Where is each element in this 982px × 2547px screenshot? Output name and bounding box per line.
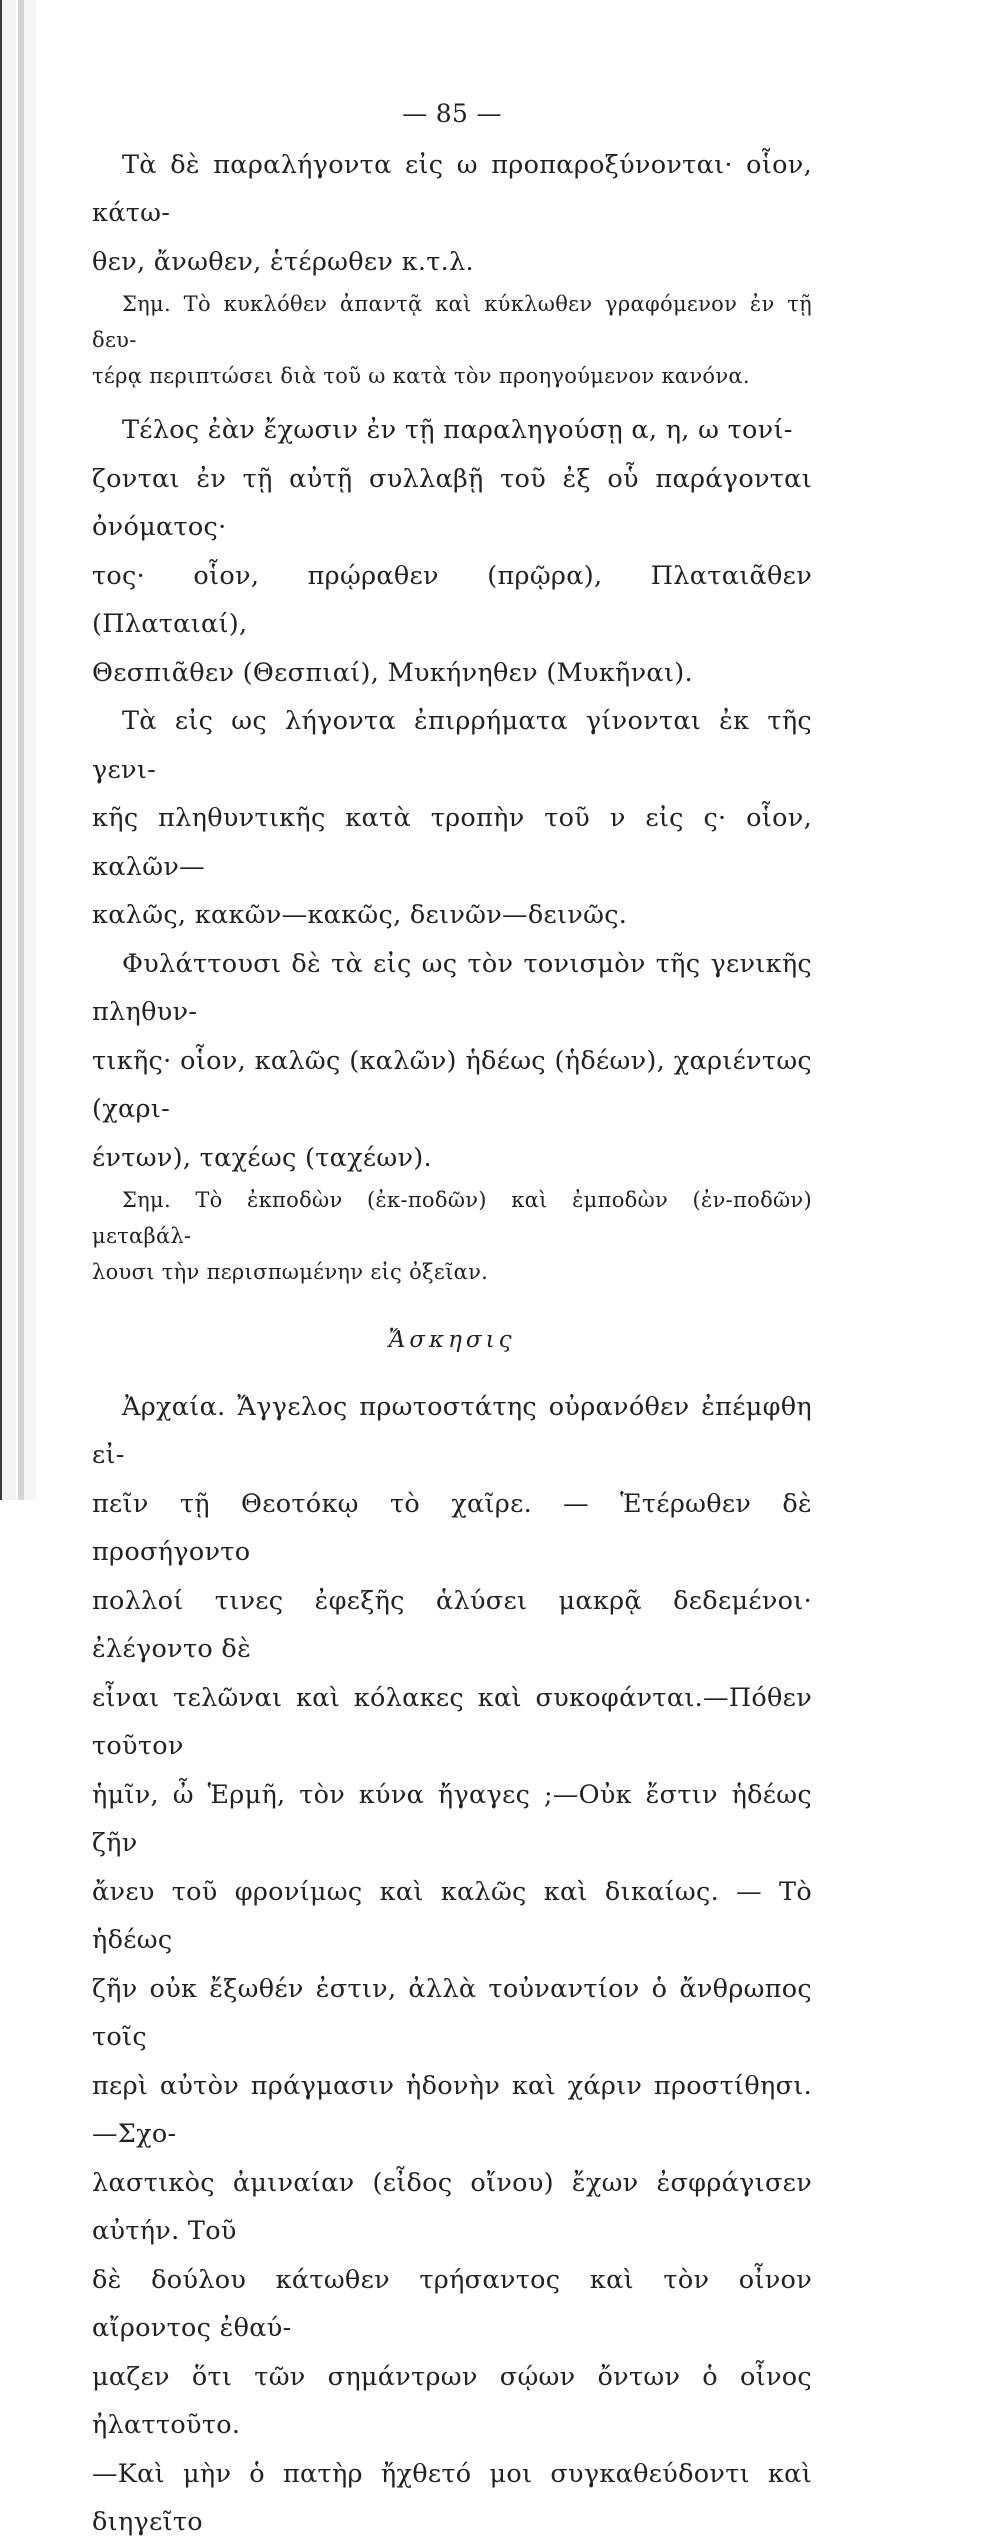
paragraph-line: τος· οἷον, πρῴραθεν (πρῷρα), Πλαταιᾶθεν (Πλαταιαί), <box>92 560 812 639</box>
paragraph-line: ἡμῖν, ὦ Ἑρμῆ, τὸν κύνα ἤγαγες ;—Οὐκ ἔστιν ἡδέως ζῆν <box>92 1779 812 1858</box>
paragraph-line: μαζεν ὅτι τῶν σημάντρων σῴων ὄντων ὁ οἶνος ἠλαττοῦτο. <box>92 2361 812 2440</box>
book-gutter <box>0 0 36 1500</box>
paragraph-line: ζῆν οὐκ ἔξωθέν ἐστιν, ἀλλὰ τοὐναντίον ὁ ἄνθρωπος τοῖς <box>92 1973 812 2052</box>
paragraph-line: καλῶς, κακῶν—κακῶς, δεινῶν—δεινῶς. <box>92 900 628 930</box>
paragraph-line: έντων), ταχέως (ταχέων). <box>92 1142 432 1173</box>
paragraph-line: ζονται ἐν τῇ αὐτῇ συλλαβῇ τοῦ ἐξ οὗ παράγονται ὀνόματος· <box>92 463 812 542</box>
note-line: Σημ. Τὸ ἐκποδὼν (ἐκ-ποδῶν) καὶ ἐμποδὼν (ἐν-ποδῶν) μεταβάλ- <box>92 1188 812 1248</box>
paragraph-line: Τέλος ἐὰν ἔχωσιν ἐν τῇ παραληγούσῃ α, η, ω τονί- <box>122 415 793 445</box>
paragraph-line: τικῆς· οἷον, καλῶς (καλῶν) ἡδέως (ἡδέων), χαριέντως (χαρι- <box>92 1045 812 1124</box>
page-number: — 85 — <box>402 99 502 128</box>
paragraph-line: πεῖν τῇ Θεοτόκῳ τὸ χαῖρε. — Ἑτέρωθεν δὲ προσήγοντο <box>92 1488 812 1567</box>
paragraph-line: Θεσπιᾶθεν (Θεσπιαί), Μυκήνηθεν (Μυκῆναι). <box>92 657 693 688</box>
paragraph-line: θεν, ἄνωθεν, ἑτέρωθεν κ.τ.λ. <box>92 246 474 277</box>
paragraph-line: περὶ αὐτὸν πράγμασιν ἡδονὴν καὶ χάριν προστίθησι.—Σχο- <box>92 2070 812 2149</box>
paragraph-line: λαστικὸς ἀμιναίαν (εἶδος οἴνου) ἔχων ἐσφράγισεν αὐτήν. Τοῦ <box>92 2167 812 2246</box>
paragraph-line: ἄνευ τοῦ φρονίμως καὶ καλῶς καὶ δικαίως. — Τὸ ἡδέως <box>92 1876 812 1955</box>
paragraph-line: κῆς πληθυντικῆς κατὰ τροπὴν τοῦ ν εἰς ς· οἷον, καλῶν— <box>92 803 812 882</box>
paragraph-line: Φυλάττουσι δὲ τὰ εἰς ως τὸν τονισμὸν τῆς γενικῆς πληθυν- <box>92 948 812 1027</box>
note-line: Σημ. Τὸ κυκλόθεν ἀπαντᾷ καὶ κύκλωθεν γραφόμενον ἐν τῇ δευ- <box>92 292 812 352</box>
note-line: λουσι τὴν περισπωμένην εἰς ὀξεῖαν. <box>92 1260 489 1284</box>
book-page <box>92 90 812 2547</box>
paragraph-line: πολλοί τινες ἐφεξῆς ἁλύσει μακρᾷ δεδεμένοι· ἐλέγοντο δὲ <box>92 1585 812 1664</box>
section-heading: Ἄσκησις <box>388 1327 516 1353</box>
paragraph-line: Τὰ εἰς ως λήγοντα ἐπιρρήματα γίνονται ἐκ τῆς γενι- <box>92 706 812 785</box>
paragraph-line: Ἀρχαία. Ἄγγελος πρωτοστάτης οὐρανόθεν ἐπέμφθη εἰ- <box>92 1391 812 1470</box>
paragraph-line: εἶναι τελῶναι καὶ κόλακες καὶ συκοφάνται.—Πόθεν τοῦτον <box>92 1682 812 1761</box>
paragraph-line: δὲ δούλου κάτωθεν τρήσαντος καὶ τὸν οἶνον αἴροντος ἐθαύ- <box>92 2264 812 2343</box>
note-line: τέρᾳ περιπτώσει διὰ τοῦ ω κατὰ τὸν προηγούμενον κανόνα. <box>92 364 750 388</box>
paragraph-line: Τὰ δὲ παραλήγοντα εἰς ω προπαροξύνονται· οἷον, κάτω- <box>92 149 812 228</box>
paragraph-line: —Καὶ μὴν ὁ πατὴρ ἤχθετό μοι συγκαθεύδοντι καὶ διηγεῖτο <box>92 2458 812 2537</box>
